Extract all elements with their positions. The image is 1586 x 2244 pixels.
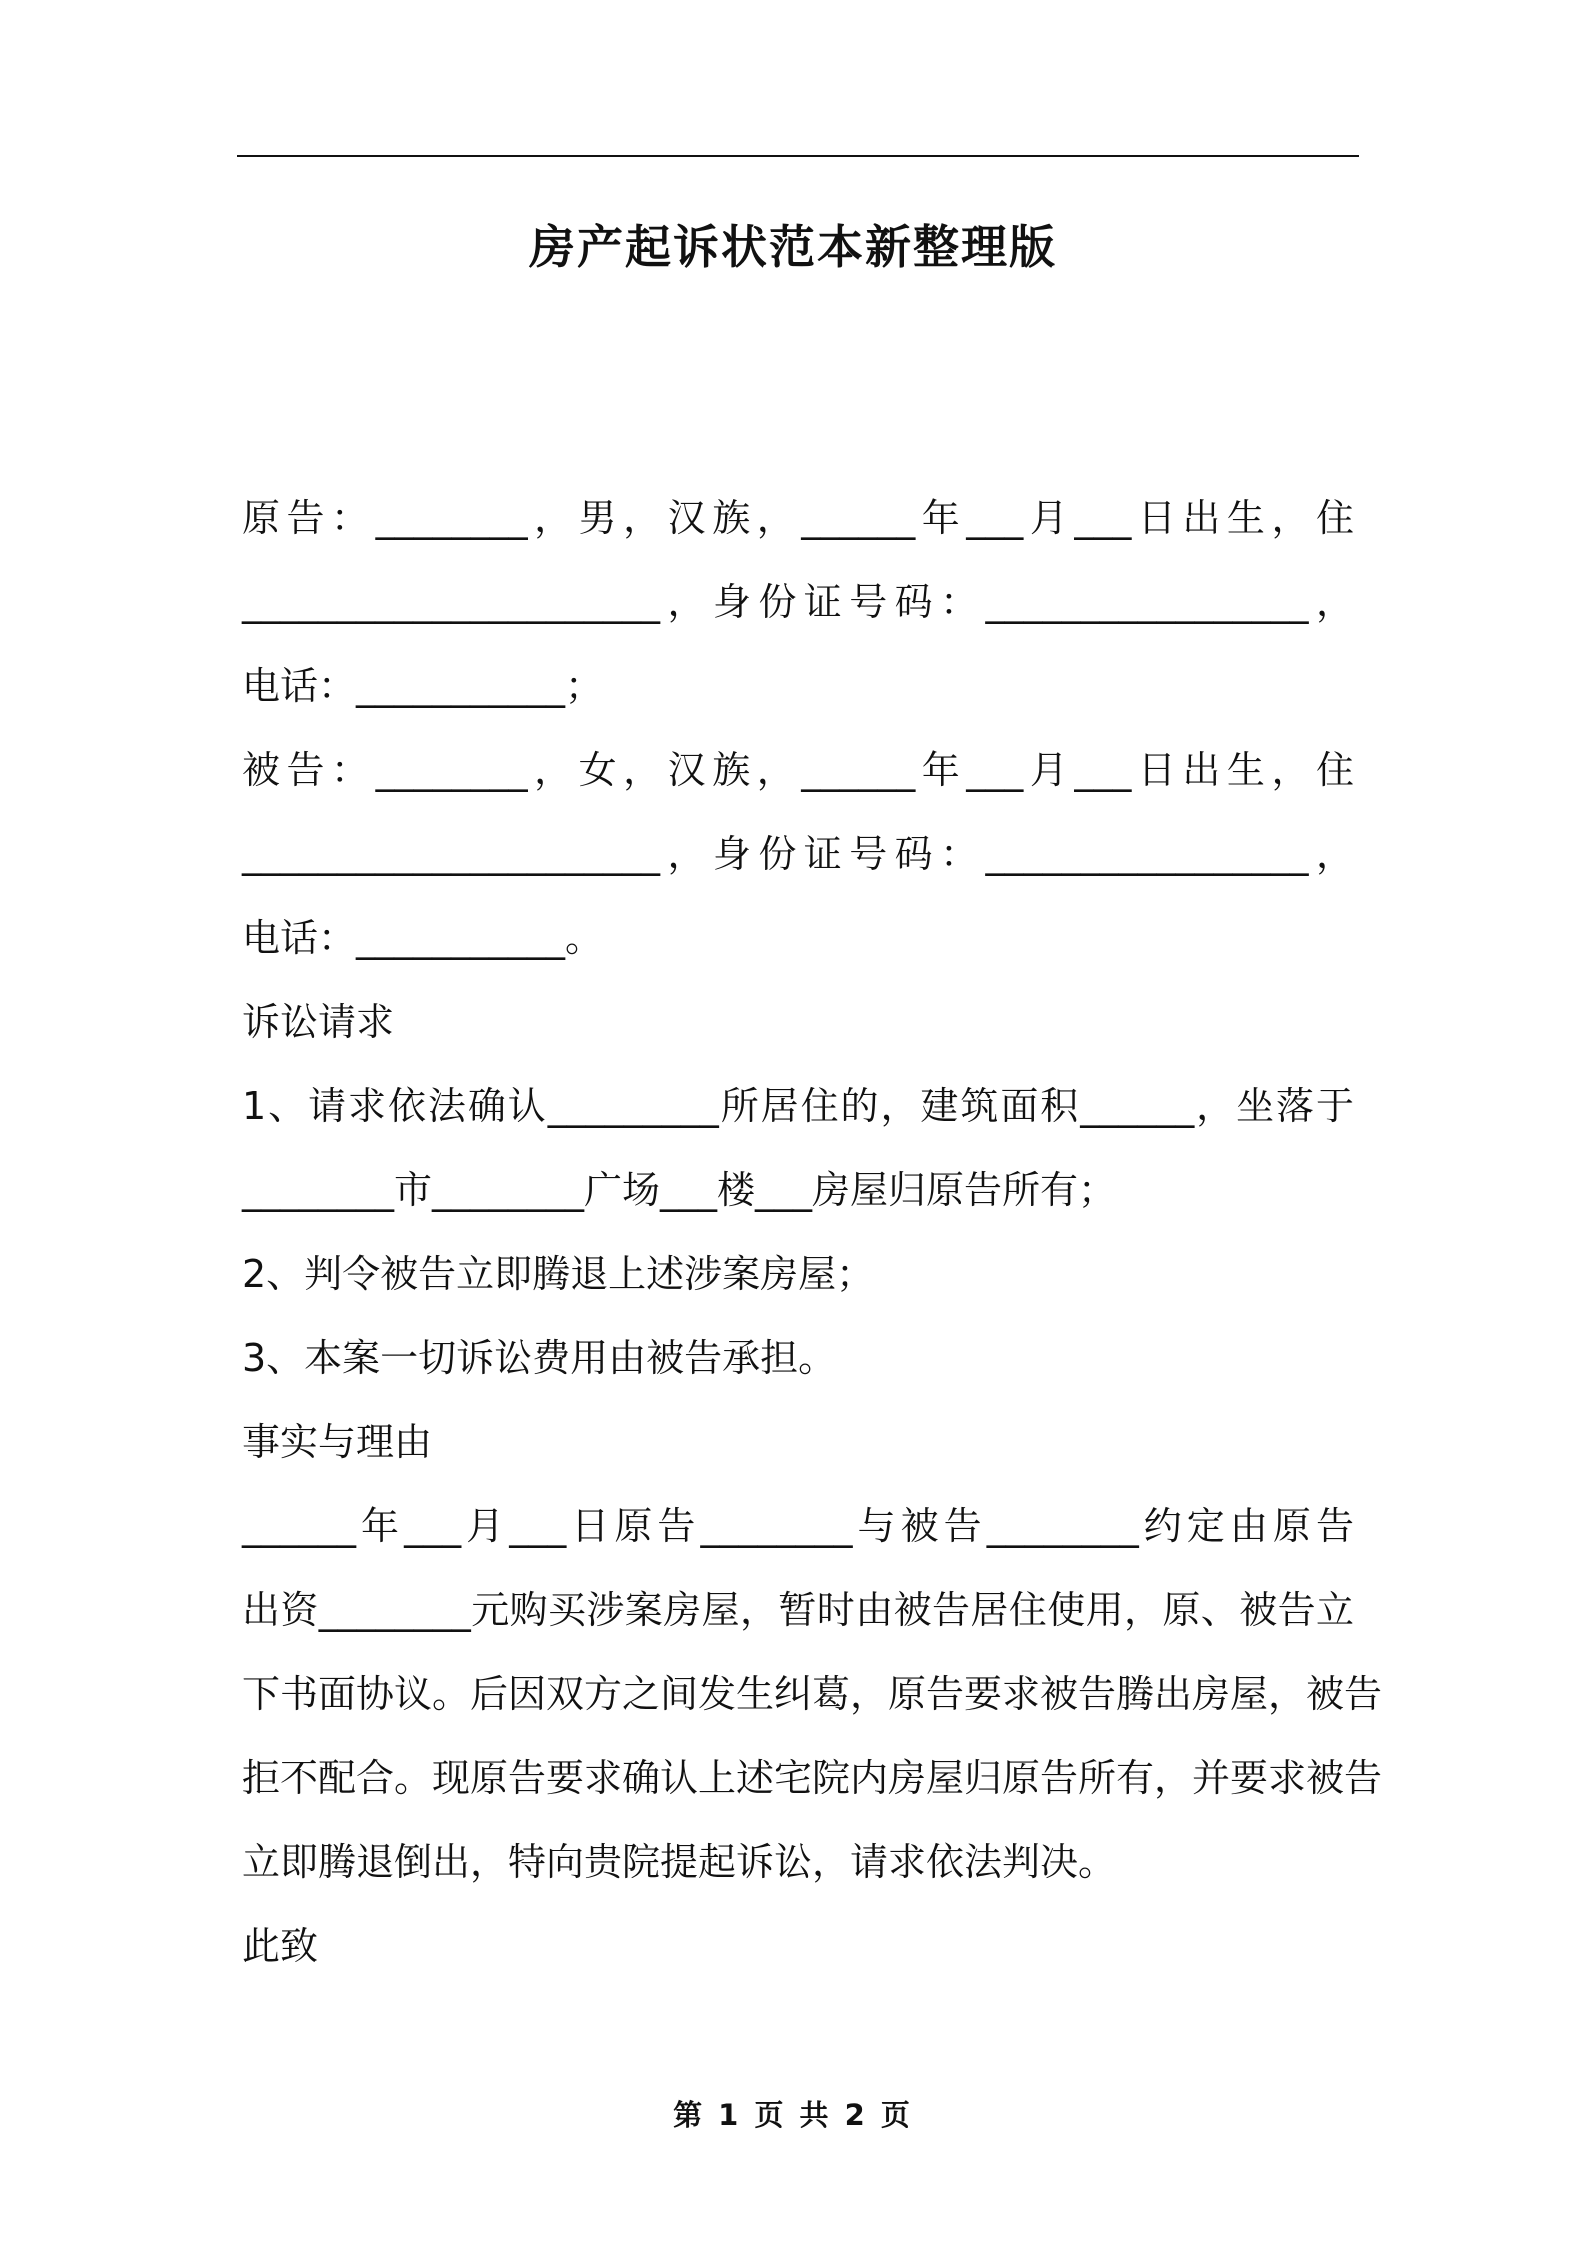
facts-line: 立即腾退倒出，特向贵院提起诉讼，请求依法判决。: [242, 1840, 1117, 1884]
facts-heading: 事实与理由: [242, 1420, 433, 1464]
plaintiff-line-3: 电话：___________；: [242, 664, 604, 708]
document-title: 房产起诉状范本新整理版: [529, 220, 1057, 274]
claims-heading: 诉讼请求: [242, 1000, 395, 1044]
page-indicator: 第 1 页 共 2 页: [673, 2098, 913, 2132]
defendant-line-1: 被告：________，女，汉族，______年___月___日出生，住: [242, 748, 1354, 792]
defendant-line-2: ______________________，身份证号码：_________________，: [242, 832, 1354, 876]
claim-3: 3、本案一切诉讼费用由被告承担。: [242, 1336, 837, 1380]
facts-line: 出资________元购买涉案房屋，暂时由被告居住使用，原、被告立: [242, 1588, 1354, 1632]
facts-line: ______年___月___日原告________与被告________约定由原告: [242, 1504, 1354, 1548]
plaintiff-line-2: ______________________，身份证号码：_________________，: [242, 580, 1354, 624]
defendant-line-3: 电话：___________。: [242, 916, 604, 960]
facts-line: 下书面协议。后因双方之间发生纠葛，原告要求被告腾出房屋，被告: [242, 1672, 1383, 1716]
facts-line: 拒不配合。现原告要求确认上述宅院内房屋归原告所有，并要求被告: [242, 1756, 1383, 1800]
closing-salutation: 此致: [242, 1924, 319, 1968]
header-rule: [237, 155, 1359, 157]
claim-1-line-1: 1、请求依法确认_________所居住的，建筑面积______，坐落于: [242, 1084, 1354, 1128]
claim-1-line-2: ________市________广场___楼___房屋归原告所有；: [242, 1168, 1117, 1212]
claim-2: 2、判令被告立即腾退上述涉案房屋；: [242, 1252, 875, 1296]
plaintiff-line-1: 原告：________，男，汉族，______年___月___日出生，住: [242, 496, 1354, 540]
